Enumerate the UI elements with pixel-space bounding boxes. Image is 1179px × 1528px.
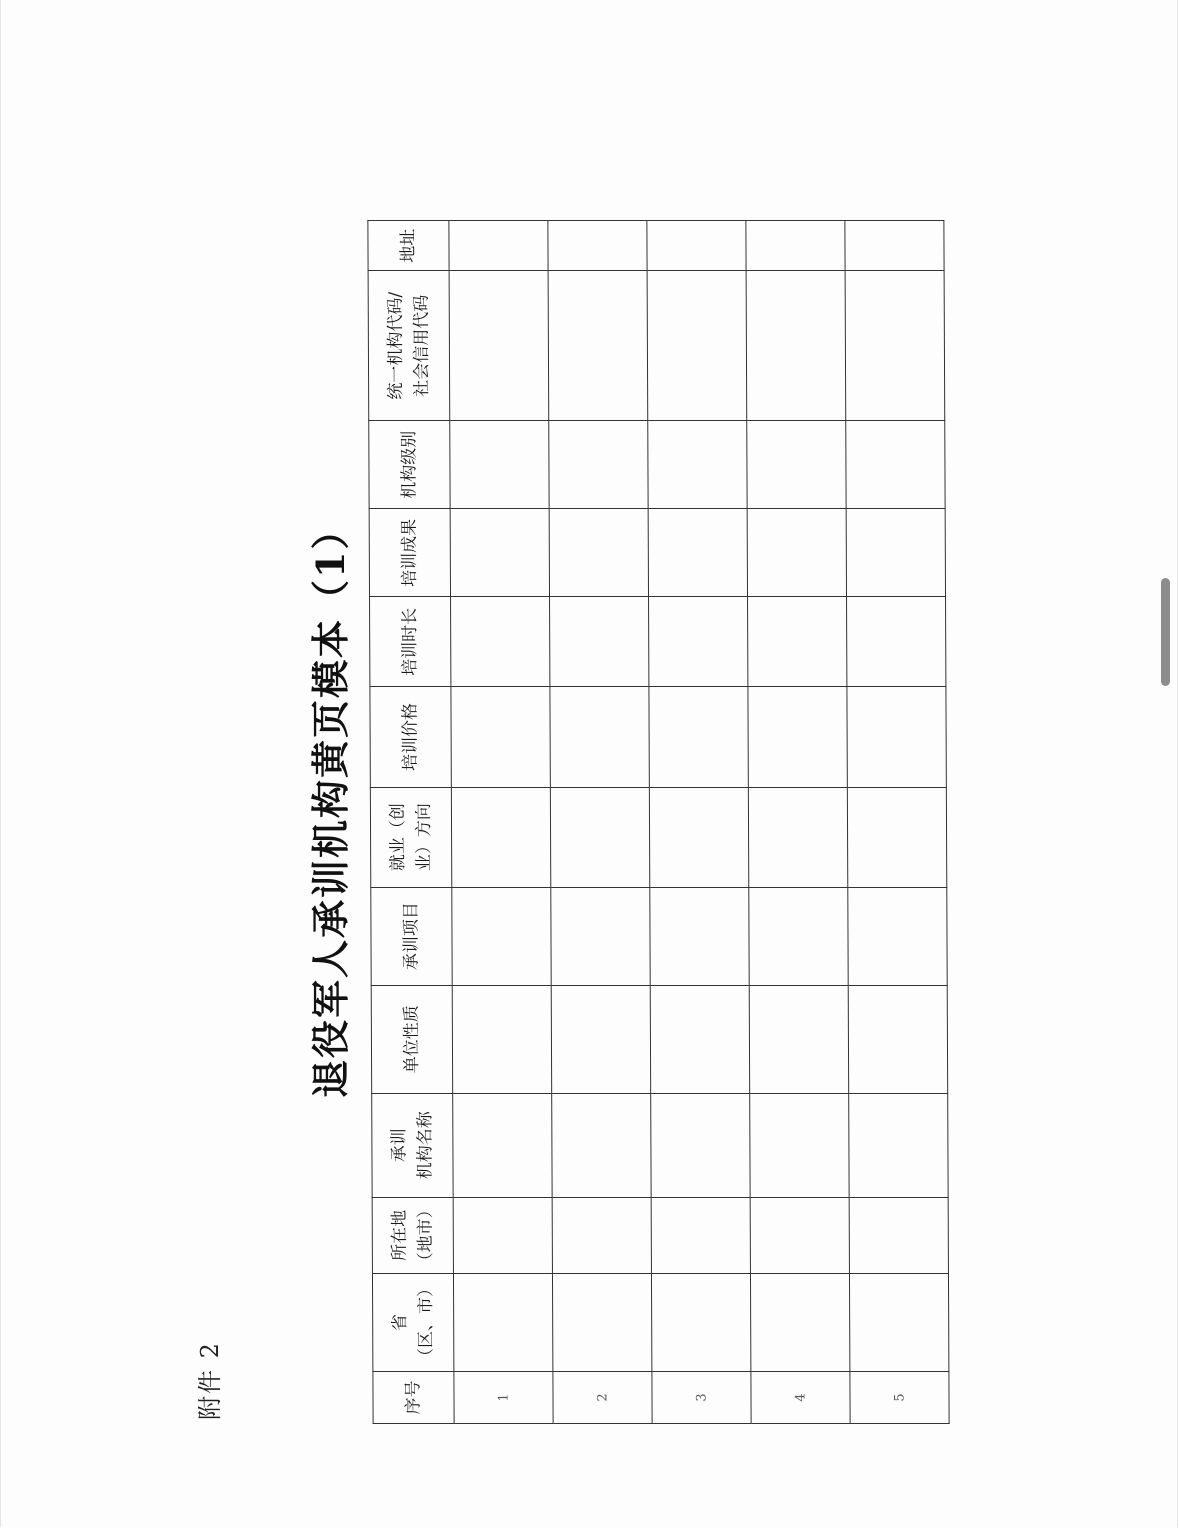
- yellow-pages-table: [367, 220, 949, 1424]
- header-cell: 所在地 （地市）: [372, 1197, 453, 1273]
- header-cell: 序号: [373, 1371, 454, 1423]
- table-row: [647, 221, 751, 1424]
- page-title: 退役军人承训机构黄页模本（1）: [308, 509, 353, 1098]
- table-row: [845, 221, 949, 1424]
- header-cell: 机构级别: [369, 421, 450, 509]
- header-cell: 就业（创 业）方向: [370, 787, 451, 887]
- scrollbar-thumb[interactable]: [1161, 578, 1170, 686]
- row-index-cell: 5: [850, 1371, 949, 1423]
- row-index-cell: 1: [454, 1371, 553, 1423]
- table-header-row: [368, 221, 454, 1424]
- header-cell: 培训价格: [370, 687, 451, 787]
- table-row: [449, 221, 553, 1424]
- header-cell: 承训 机构名称: [372, 1093, 453, 1197]
- table-row: [548, 221, 652, 1424]
- table-row: [746, 221, 850, 1424]
- header-cell: 地址: [368, 221, 449, 271]
- row-index-cell: 3: [652, 1371, 751, 1423]
- row-index-cell: 2: [553, 1371, 652, 1423]
- attachment-label: 附件 2: [196, 1341, 224, 1420]
- header-cell: 培训成果: [369, 509, 450, 597]
- row-index-cell: 4: [751, 1371, 850, 1423]
- header-cell: 承训项目: [371, 887, 452, 985]
- header-cell: 统一机构代码/ 社会信用代码: [368, 271, 450, 421]
- header-cell: 培训时长: [370, 597, 451, 687]
- header-cell: 单位性质: [371, 985, 452, 1093]
- header-cell: 省 （区、市）: [372, 1273, 453, 1371]
